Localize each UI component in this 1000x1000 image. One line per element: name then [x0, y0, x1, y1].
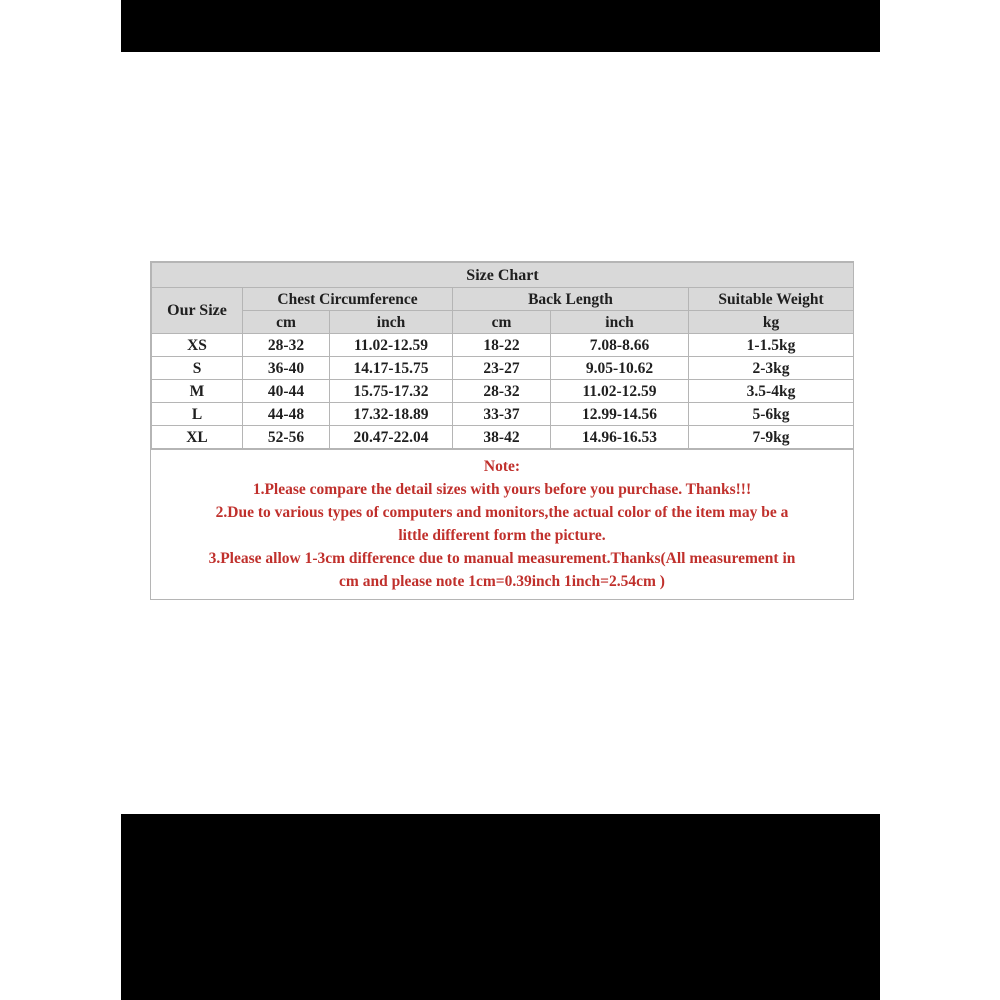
letterbox-top-bar [121, 0, 880, 52]
weight-kg-unit: kg [689, 311, 854, 334]
back-inch-cell: 11.02-12.59 [551, 380, 689, 403]
chest-inch-cell: 14.17-15.75 [330, 357, 453, 380]
chest-cm-cell: 28-32 [243, 334, 330, 357]
unit-header-row [152, 311, 854, 334]
size-cell: XL [152, 426, 243, 449]
back-inch-unit: inch [551, 311, 689, 334]
size-cell: L [152, 403, 243, 426]
chest-inch-cell: 15.75-17.32 [330, 380, 453, 403]
chest-header: Chest Circumference [243, 288, 453, 311]
chest-cm-cell: 40-44 [243, 380, 330, 403]
note-line-3a: 3.Please allow 1-3cm difference due to manual measurement.Thanks(All measurement in [208, 550, 796, 567]
group-header-row [152, 288, 854, 311]
chest-cm-cell: 44-48 [243, 403, 330, 426]
weight-header: Suitable Weight [689, 288, 854, 311]
note-line-3b: cm and please note 1cm=0.39inch 1inch=2.54cm ) [339, 573, 665, 590]
back-inch-cell: 12.99-14.56 [551, 403, 689, 426]
back-cm-cell: 38-42 [453, 426, 551, 449]
weight-cell: 3.5-4kg [689, 380, 854, 403]
note-line-1: 1.Please compare the detail sizes with yours before you purchase. Thanks!!! [252, 481, 752, 498]
chest-inch-cell: 20.47-22.04 [330, 426, 453, 449]
weight-cell: 7-9kg [689, 426, 854, 449]
size-chart [150, 261, 854, 600]
back-inch-cell: 14.96-16.53 [551, 426, 689, 449]
size-cell: M [152, 380, 243, 403]
back-cm-cell: 18-22 [453, 334, 551, 357]
chest-inch-cell: 11.02-12.59 [330, 334, 453, 357]
back-cm-unit: cm [453, 311, 551, 334]
weight-cell: 5-6kg [689, 403, 854, 426]
chest-cm-cell: 52-56 [243, 426, 330, 449]
title-row [152, 263, 854, 288]
chest-inch-cell: 17.32-18.89 [330, 403, 453, 426]
size-chart-table [151, 262, 854, 449]
size-cell: XS [152, 334, 243, 357]
back-cm-cell: 28-32 [453, 380, 551, 403]
back-cm-cell: 23-27 [453, 357, 551, 380]
back-length-header: Back Length [453, 288, 689, 311]
size-cell: S [152, 357, 243, 380]
note-line-2a: 2.Due to various types of computers and monitors,the actual color of the item may be a [215, 504, 789, 521]
chest-cm-cell: 36-40 [243, 357, 330, 380]
table-row [152, 380, 854, 403]
weight-cell: 1-1.5kg [689, 334, 854, 357]
notes-section [151, 449, 853, 599]
chart-title: Size Chart [152, 263, 854, 288]
table-row [152, 403, 854, 426]
table-row [152, 426, 854, 449]
letterbox-bottom-bar [121, 814, 880, 1000]
our-size-header: Our Size [152, 288, 243, 334]
chest-inch-unit: inch [330, 311, 453, 334]
back-inch-cell: 7.08-8.66 [551, 334, 689, 357]
note-heading: Note: [483, 458, 521, 475]
note-line-2b: little different form the picture. [398, 527, 606, 544]
back-inch-cell: 9.05-10.62 [551, 357, 689, 380]
table-row [152, 334, 854, 357]
back-cm-cell: 33-37 [453, 403, 551, 426]
table-row [152, 357, 854, 380]
weight-cell: 2-3kg [689, 357, 854, 380]
chest-cm-unit: cm [243, 311, 330, 334]
